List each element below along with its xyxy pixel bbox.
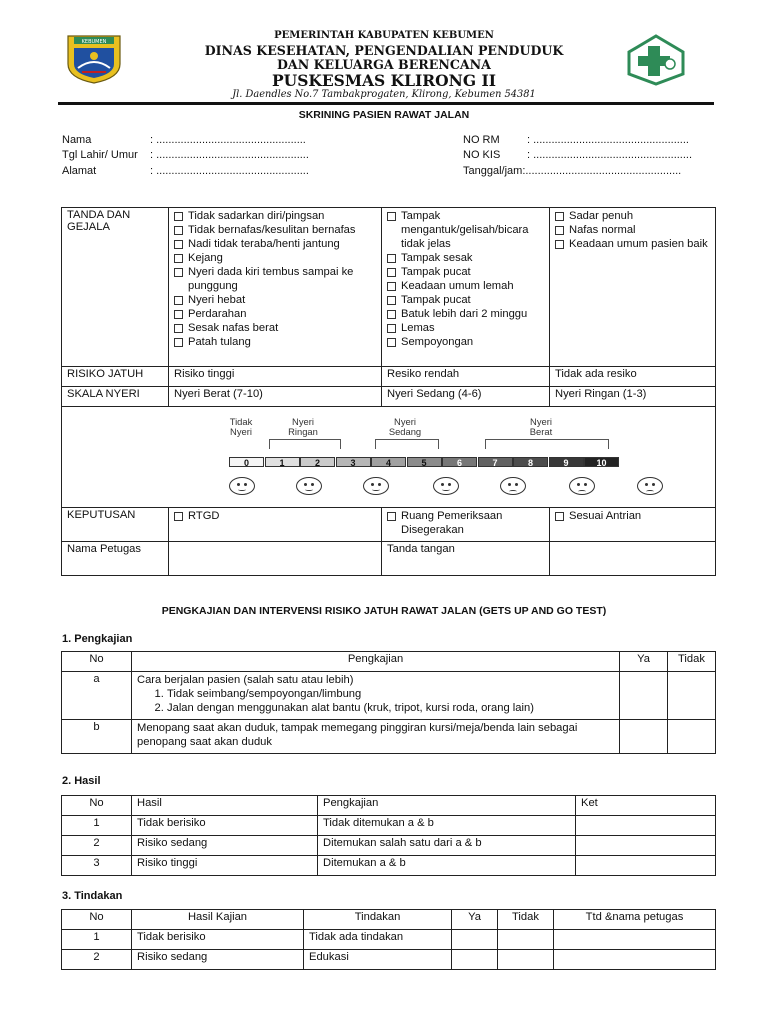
scale-number-9: 9 (549, 457, 584, 467)
pengkajian-row-a-item-2: 2. Jalan dengan menggunakan alat bantu (kruk, tripot, kursi roda, orang lain) (167, 701, 614, 715)
scale-number-8: 8 (513, 457, 548, 467)
scale-number-1: 1 (265, 457, 300, 467)
scale-number-0: 0 (229, 457, 264, 467)
scale-number-7: 7 (478, 457, 513, 467)
screening-table (61, 207, 716, 576)
tgl-lahir-label: Tgl Lahir/ Umur (62, 149, 138, 161)
checkbox-green-1[interactable]: Nafas normal (555, 223, 710, 237)
bracket-berat (485, 439, 609, 449)
header-puskesmas: PUSKESMAS KLIRONG II (272, 71, 496, 90)
pengkajian-row-a-no: a (62, 672, 132, 720)
pengkajian-header-pengkajian: Pengkajian (132, 652, 620, 672)
checkbox-yellow-1[interactable]: Tampak sesak (387, 251, 544, 265)
pengkajian-header-tidak: Tidak (668, 652, 716, 672)
checkbox-red-5[interactable]: Nyeri hebat (174, 293, 376, 307)
pengkajian-row-b-ya[interactable] (620, 720, 668, 754)
checkbox-red-7[interactable]: Sesak nafas berat (174, 321, 376, 335)
hasil-row-3-hasil: Risiko tinggi (132, 856, 318, 876)
header-department: DINAS KESEHATAN, PENGENDALIAN PENDUDUK (204, 43, 564, 58)
checkbox-red-6[interactable]: Perdarahan (174, 307, 376, 321)
no-kis-label: NO KIS (463, 149, 501, 161)
table-row (62, 816, 716, 836)
checkbox-yellow-2[interactable]: Tampak pucat (387, 265, 544, 279)
tindakan-row-2-ya[interactable] (452, 950, 498, 970)
checkbox-red-3[interactable]: Kejang (174, 251, 376, 265)
no-rm-label: NO RM (463, 134, 500, 146)
nama-value: : ................................................. (150, 134, 306, 146)
checkbox-yellow-3[interactable]: Keadaan umum lemah (387, 279, 544, 293)
nama-field[interactable] (62, 134, 306, 146)
checkbox-green-0[interactable]: Sadar penuh (555, 209, 710, 223)
pain-face-icon (569, 477, 595, 495)
bracket-ringan (269, 439, 341, 449)
scale-label-berat: Nyeri Berat (529, 416, 553, 437)
header-government: PEMERINTAH KABUPATEN KEBUMEN (274, 30, 494, 41)
checkbox-yellow-4[interactable]: Tampak pucat (387, 293, 544, 307)
pengkajian-row-a-tidak[interactable] (668, 672, 716, 720)
scale-number-3: 3 (336, 457, 371, 467)
table-row (62, 930, 716, 950)
header-department-2: DAN KELUARGA BERENCANA (277, 57, 491, 72)
pain-face-icon (500, 477, 526, 495)
nyeri-ringan-cell: Nyeri Ringan (1-3) (550, 387, 716, 407)
tindakan-row-1-ya[interactable] (452, 930, 498, 950)
hasil-row-2-ket[interactable] (576, 836, 716, 856)
keputusan-antrian-cell (550, 508, 716, 542)
tanggal-field[interactable] (463, 165, 681, 177)
pengkajian-row-a-ya[interactable] (620, 672, 668, 720)
alamat-label: Alamat (62, 165, 97, 177)
hasil-row-3-pengkajian: Ditemukan a & b (318, 856, 576, 876)
logo-left-text: KEBUMEN (81, 39, 107, 45)
checkbox-yellow-5[interactable]: Batuk lebih dari 2 minggu (387, 307, 544, 321)
pengkajian-header-no: No (62, 652, 132, 672)
tanda-gejala-label: TANDA DAN GEJALA (62, 208, 169, 367)
pengkajian-row-b-no: b (62, 720, 132, 754)
nyeri-sedang-cell: Nyeri Sedang (4-6) (382, 387, 550, 407)
no-rm-value: : ................................................... (527, 134, 689, 146)
tindakan-row-1-no: 1 (62, 930, 132, 950)
hasil-row-2-no: 2 (62, 836, 132, 856)
hasil-row-1-ket[interactable] (576, 816, 716, 836)
pengkajian-header-ya: Ya (620, 652, 668, 672)
pengkajian-title: 1. Pengkajian (62, 633, 133, 645)
no-rm-field[interactable] (463, 134, 689, 146)
checkbox-yellow-0[interactable]: Tampak mengantuk/gelisah/bicara tidak jelas (387, 209, 544, 251)
table-row (62, 950, 716, 970)
scale-label-ringan: Nyeri Ringan (288, 416, 318, 437)
tindakan-row-1-tindakan: Tidak ada tindakan (304, 930, 452, 950)
letterhead (0, 26, 768, 116)
hasil-header-ket: Ket (576, 796, 716, 816)
scale-number-4: 4 (371, 457, 406, 467)
tindakan-header-no: No (62, 910, 132, 930)
tindakan-row-2-tindakan: Edukasi (304, 950, 452, 970)
table-row (62, 836, 716, 856)
pain-face-icon (296, 477, 322, 495)
tidak-ada-risiko-cell: Tidak ada resiko (550, 367, 716, 387)
section-title-gets-up-go: PENGKAJIAN DAN INTERVENSI RISIKO JATUH RAWAT JALAN (GETS UP AND GO TEST) (161, 605, 607, 617)
tindakan-header-ya: Ya (452, 910, 498, 930)
pengkajian-row-a-list (167, 687, 614, 715)
header-divider (58, 102, 714, 105)
hasil-header-pengkajian: Pengkajian (318, 796, 576, 816)
header-address: Jl. Daendles No.7 Tambakprogaten, Klirong, Kebumen 54381 (232, 89, 536, 100)
tindakan-header-tidak: Tidak (498, 910, 554, 930)
tanda-tangan-input[interactable] (550, 542, 716, 576)
hasil-row-1-hasil: Tidak berisiko (132, 816, 318, 836)
table-row (62, 856, 716, 876)
hasil-row-3-no: 3 (62, 856, 132, 876)
risiko-rendah-cell: Resiko rendah (382, 367, 550, 387)
tindakan-table (61, 909, 716, 970)
checkbox-red-4[interactable]: Nyeri dada kiri tembus sampai ke punggung (174, 265, 376, 293)
alamat-value: : .................................................. (150, 165, 309, 177)
nama-petugas-input[interactable] (169, 542, 382, 576)
no-kis-value: : .................................................... (527, 149, 693, 161)
pengkajian-table (61, 651, 716, 754)
pain-scale-cell (62, 407, 716, 508)
green-signs-list (550, 208, 716, 367)
pengkajian-row-a-item-1: 1. Tidak seimbang/sempoyongan/limbung (167, 687, 614, 701)
tindakan-row-2-tidak[interactable] (498, 950, 554, 970)
pain-scale (117, 407, 663, 505)
hasil-header-hasil: Hasil (132, 796, 318, 816)
checkbox-yellow-7[interactable]: Sempoyongan (387, 335, 544, 349)
no-kis-field[interactable] (463, 149, 692, 161)
tindakan-title: 3. Tindakan (62, 890, 123, 902)
checkbox-yellow-6[interactable]: Lemas (387, 321, 544, 335)
keputusan-rtgd-cell (169, 508, 382, 542)
scale-number-5: 5 (407, 457, 442, 467)
tindakan-row-1-tidak[interactable] (498, 930, 554, 950)
tanggal-label: Tanggal/jam: (463, 165, 526, 177)
checkbox-sesuai-antrian[interactable]: Sesuai Antrian (555, 509, 710, 523)
pengkajian-row-a (132, 672, 620, 720)
tindakan-header-ttd: Ttd &nama petugas (554, 910, 716, 930)
bracket-sedang (375, 439, 439, 449)
pengkajian-row-b-tidak[interactable] (668, 720, 716, 754)
scale-label-sedang: Nyeri Sedang (388, 416, 422, 437)
hasil-title: 2. Hasil (62, 775, 101, 787)
alamat-field[interactable] (62, 165, 309, 177)
hasil-header-no: No (62, 796, 132, 816)
hasil-row-2-hasil: Risiko sedang (132, 836, 318, 856)
nama-label: Nama (62, 134, 92, 146)
scale-number-6: 6 (442, 457, 477, 467)
tanggal-value: ................................................... (525, 165, 682, 177)
tgl-lahir-value: : .................................................. (150, 149, 309, 161)
yellow-signs-list (382, 208, 550, 367)
keputusan-label: KEPUTUSAN (62, 508, 169, 542)
skala-nyeri-label: SKALA NYERI (62, 387, 169, 407)
tgl-lahir-field[interactable] (62, 149, 309, 161)
checkbox-rtgd[interactable]: RTGD (174, 509, 376, 523)
scale-label-tidak: Tidak Nyeri (229, 416, 253, 437)
keputusan-disegerakan-cell (382, 508, 550, 542)
tindakan-row-1-hasil: Tidak berisiko (132, 930, 304, 950)
checkbox-disegerakan[interactable]: Ruang Pemeriksaan Disegerakan (387, 509, 544, 537)
pain-face-icon (433, 477, 459, 495)
red-signs-list (169, 208, 382, 367)
tindakan-row-2-no: 2 (62, 950, 132, 970)
tindakan-row-2-hasil: Risiko sedang (132, 950, 304, 970)
checkbox-red-8[interactable]: Patah tulang (174, 335, 376, 349)
pain-face-icon (637, 477, 663, 495)
scale-number-10: 10 (584, 457, 619, 467)
checkbox-red-1[interactable]: Tidak bernafas/kesulitan bernafas (174, 223, 376, 237)
nyeri-berat-cell: Nyeri Berat (7-10) (169, 387, 382, 407)
checkbox-red-2[interactable]: Nadi tidak teraba/henti jantung (174, 237, 376, 251)
tanda-tangan-label: Tanda tangan (382, 542, 550, 576)
pengkajian-row-a-text: Cara berjalan pasien (salah satu atau lebih) (137, 674, 354, 686)
hasil-row-1-no: 1 (62, 816, 132, 836)
form-title: SKRINING PASIEN RAWAT JALAN (298, 109, 470, 121)
checkbox-red-0[interactable]: Tidak sadarkan diri/pingsan (174, 209, 376, 223)
tindakan-header-hasil: Hasil Kajian (132, 910, 304, 930)
tindakan-row-1-ttd[interactable] (554, 930, 716, 950)
pain-face-icon (229, 477, 255, 495)
tindakan-row-2-ttd[interactable] (554, 950, 716, 970)
risiko-jatuh-label: RISIKO JATUH (62, 367, 169, 387)
hasil-row-2-pengkajian: Ditemukan salah satu dari a & b (318, 836, 576, 856)
scale-number-2: 2 (300, 457, 335, 467)
checkbox-green-2[interactable]: Keadaan umum pasien baik (555, 237, 710, 251)
hasil-table (61, 795, 716, 876)
hasil-row-1-pengkajian: Tidak ditemukan a & b (318, 816, 576, 836)
tindakan-header-tindakan: Tindakan (304, 910, 452, 930)
hasil-row-3-ket[interactable] (576, 856, 716, 876)
pain-face-icon (363, 477, 389, 495)
puskesmas-cross-icon (626, 34, 686, 86)
nama-petugas-label: Nama Petugas (62, 542, 169, 576)
risiko-tinggi-cell: Risiko tinggi (169, 367, 382, 387)
pengkajian-row-b-text: Menopang saat akan duduk, tampak memegang pinggiran kursi/meja/benda lain sebagai penopang saat akan duduk (132, 720, 620, 754)
